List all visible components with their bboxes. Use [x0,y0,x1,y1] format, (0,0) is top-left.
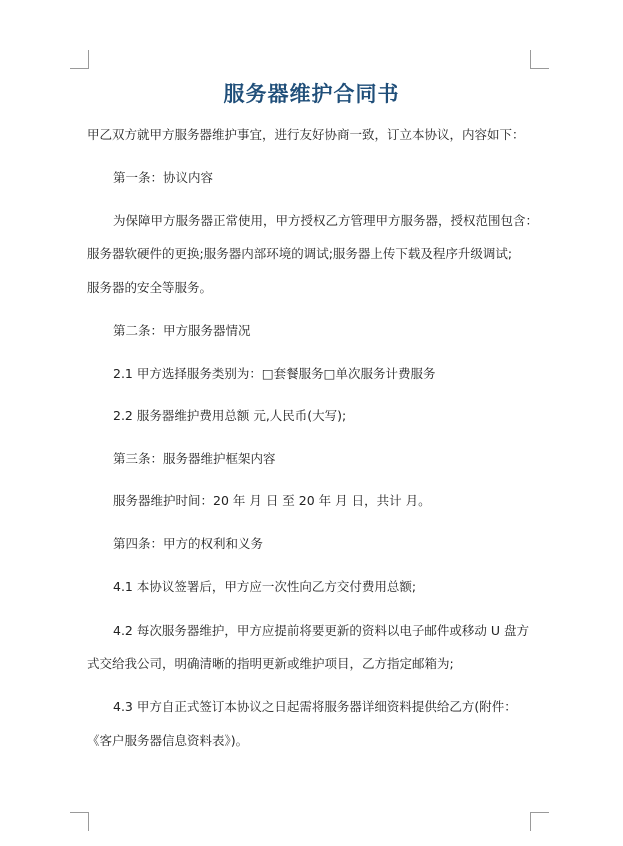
article-1-text-line-2: 服务器软硬件的更换;服务器内部环境的调试;服务器上传下载及程序升级调试; [87,246,513,261]
page-corner-mark-top-left [70,50,89,69]
maintenance-period-line: 服务器维护时间：20 年 月 日 至 20 年 月 日，共计 月。 [113,493,431,508]
clause-2-1: 2.1 甲方选择服务类别为：□套餐服务□单次服务计费服务 [113,366,436,381]
intro-paragraph: 甲乙双方就甲方服务器维护事宜，进行友好协商一致，订立本协议，内容如下： [87,127,525,142]
page-corner-mark-top-right [530,50,549,69]
page-corner-mark-bottom-right [530,812,549,831]
clause-4-2-line-1: 4.2 每次服务器维护，甲方应提前将要更新的资料以电子邮件或移动 U 盘方 [113,623,529,638]
clause-4-3-line-1: 4.3 甲方自正式签订本协议之日起需将服务器详细资料提供给乙方(附件： [113,699,517,714]
clause-4-3-line-2: 《客户服务器信息资料表》)。 [87,733,249,748]
clause-4-2-line-2: 式交给我公司，明确清晰的指明更新或维护项目，乙方指定邮箱为; [87,656,454,671]
article-1-text-line-1: 为保障甲方服务器正常使用，甲方授权乙方管理甲方服务器，授权范围包含： [113,213,539,228]
clause-2-2: 2.2 服务器维护费用总额 元,人民币(大写); [113,408,347,423]
document-title: 服务器维护合同书 [223,82,400,106]
page-corner-mark-bottom-left [70,812,89,831]
article-3-heading: 第三条：服务器维护框架内容 [113,451,276,466]
article-1-text-line-3: 服务器的安全等服务。 [87,280,213,295]
clause-4-1: 4.1 本协议签署后，甲方应一次性向乙方交付费用总额; [113,579,417,594]
article-1-heading: 第一条：协议内容 [113,170,214,185]
article-4-heading: 第四条：甲方的权利和义务 [113,536,264,551]
article-2-heading: 第二条：甲方服务器情况 [113,323,251,338]
